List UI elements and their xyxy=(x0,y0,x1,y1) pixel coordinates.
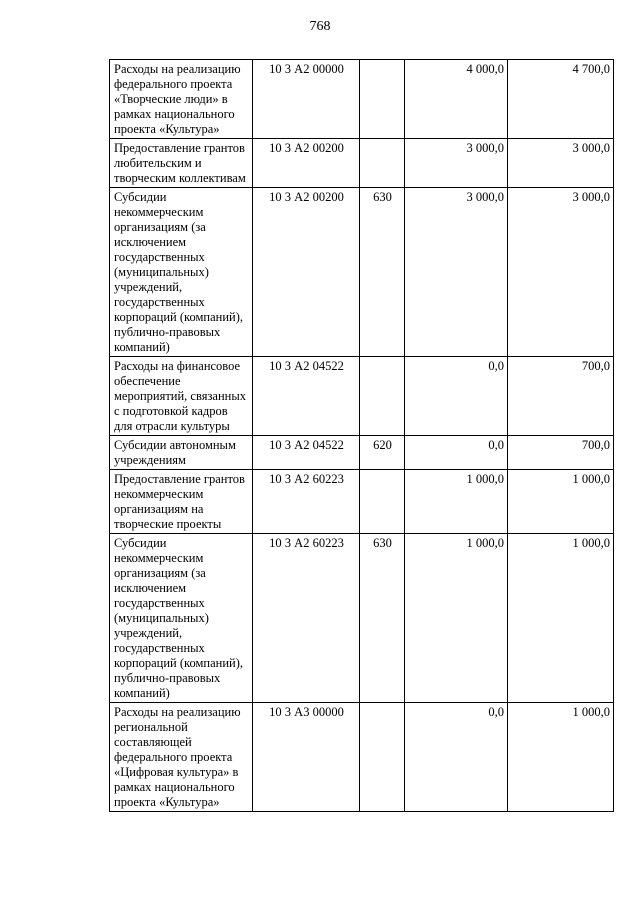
expense-type-cell xyxy=(360,60,405,139)
expense-name-cell: Предоставление грантов некоммерческим организациям на творческие проекты xyxy=(110,470,253,534)
expense-name-cell: Субсидии некоммерческим организациям (за исключением государственных (муниципальных) учреждений, государственных корпораций (компаний), публично-правовых компаний) xyxy=(110,188,253,357)
expense-name-cell: Субсидии автономным учреждениям xyxy=(110,436,253,470)
expense-name-cell: Расходы на финансовое обеспечение мероприятий, связанных с подготовкой кадров для отрасли культуры xyxy=(110,357,253,436)
amount-year2-cell: 1 000,0 xyxy=(508,703,614,812)
table-row xyxy=(110,534,614,703)
amount-year1-cell: 3 000,0 xyxy=(405,139,508,188)
amount-year2-cell: 1 000,0 xyxy=(508,534,614,703)
expense-type-cell: 620 xyxy=(360,436,405,470)
target-code-cell: 10 3 А2 04522 xyxy=(253,436,360,470)
expense-type-cell xyxy=(360,357,405,436)
amount-year1-cell: 1 000,0 xyxy=(405,470,508,534)
expense-name-cell: Расходы на реализацию федерального проекта «Творческие люди» в рамках национального проекта «Культура» xyxy=(110,60,253,139)
expense-type-cell: 630 xyxy=(360,188,405,357)
target-code-cell: 10 3 А3 00000 xyxy=(253,703,360,812)
amount-year1-cell: 0,0 xyxy=(405,703,508,812)
target-code-cell: 10 3 А2 00200 xyxy=(253,188,360,357)
amount-year2-cell: 700,0 xyxy=(508,436,614,470)
table-row xyxy=(110,470,614,534)
amount-year1-cell: 3 000,0 xyxy=(405,188,508,357)
expense-type-cell: 630 xyxy=(360,534,405,703)
table-row xyxy=(110,703,614,812)
table-row xyxy=(110,436,614,470)
target-code-cell: 10 3 А2 00000 xyxy=(253,60,360,139)
expense-name-cell: Расходы на реализацию региональной составляющей федерального проекта «Цифровая культура» в рамках национального проекта «Культура» xyxy=(110,703,253,812)
target-code-cell: 10 3 А2 00200 xyxy=(253,139,360,188)
table-row xyxy=(110,357,614,436)
table-row xyxy=(110,139,614,188)
amount-year2-cell: 4 700,0 xyxy=(508,60,614,139)
amount-year2-cell: 3 000,0 xyxy=(508,139,614,188)
expense-type-cell xyxy=(360,703,405,812)
amount-year2-cell: 3 000,0 xyxy=(508,188,614,357)
target-code-cell: 10 3 А2 60223 xyxy=(253,470,360,534)
budget-table xyxy=(109,59,614,812)
expense-name-cell: Предоставление грантов любительским и творческим коллективам xyxy=(110,139,253,188)
table-row xyxy=(110,60,614,139)
expense-type-cell xyxy=(360,470,405,534)
amount-year2-cell: 700,0 xyxy=(508,357,614,436)
amount-year2-cell: 1 000,0 xyxy=(508,470,614,534)
amount-year1-cell: 0,0 xyxy=(405,357,508,436)
table-row xyxy=(110,188,614,357)
expense-type-cell xyxy=(360,139,405,188)
expense-name-cell: Субсидии некоммерческим организациям (за исключением государственных (муниципальных) учреждений, государственных корпораций (компаний), публично-правовых компаний) xyxy=(110,534,253,703)
amount-year1-cell: 0,0 xyxy=(405,436,508,470)
page-number: 768 xyxy=(309,19,331,34)
amount-year1-cell: 4 000,0 xyxy=(405,60,508,139)
target-code-cell: 10 3 А2 60223 xyxy=(253,534,360,703)
amount-year1-cell: 1 000,0 xyxy=(405,534,508,703)
target-code-cell: 10 3 А2 04522 xyxy=(253,357,360,436)
